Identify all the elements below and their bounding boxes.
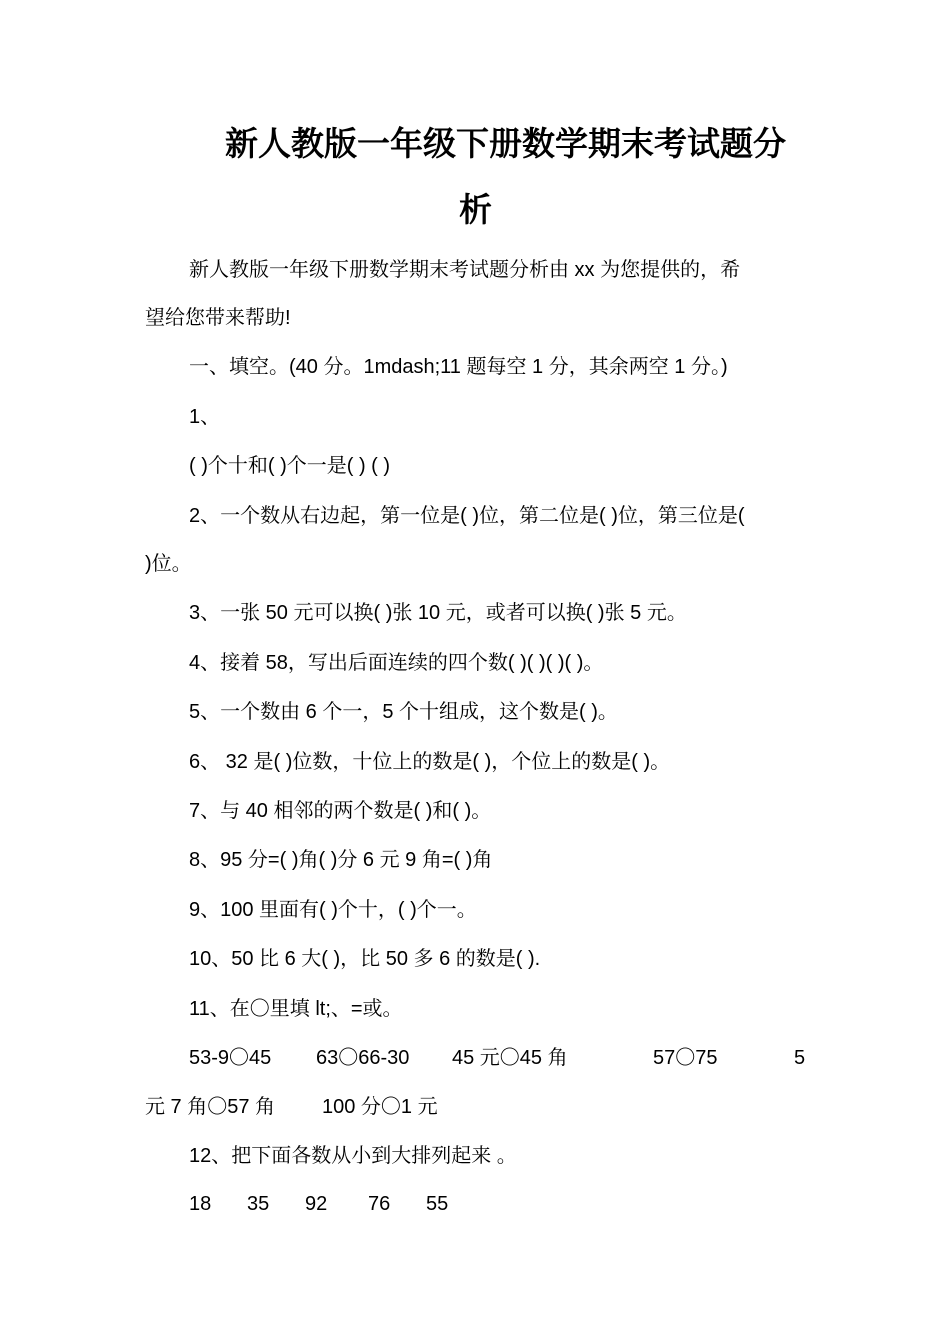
intro-paragraph-line2: 望给您带来帮助!: [145, 307, 291, 329]
document-title-line2: 析: [459, 190, 492, 229]
question-12: 12、把下面各数从小到大排列起来 。: [189, 1145, 517, 1167]
question-2-line1: 2、一个数从右边起，第一位是( )位，第二位是( )位，第三位是(: [189, 505, 745, 527]
question-7: 7、与 40 相邻的两个数是( )和( )。: [189, 800, 492, 822]
question-5: 5、一个数由 6 个一，5 个十组成，这个数是( )。: [189, 701, 618, 723]
section1-heading: 一、填空。(40 分。1mdash;11 题每空 1 分，其余两空 1 分。): [189, 356, 728, 378]
number-item: 18: [189, 1193, 212, 1215]
compare-item: 57〇75: [653, 1047, 718, 1069]
question-11: 11、在〇里填 lt;、=或。: [189, 998, 403, 1020]
question-2-line2: )位。: [145, 553, 192, 575]
question-4: 4、接着 58，写出后面连续的四个数( )( )( )( )。: [189, 652, 604, 674]
question-10: 10、50 比 6 大( )，比 50 多 6 的数是( ).: [189, 948, 541, 970]
question-8: 8、95 分=( )角( )分 6 元 9 角=( )角: [189, 849, 493, 871]
compare-item: 元 7 角〇57 角: [145, 1096, 276, 1118]
question-9: 9、100 里面有( )个十，( )个一。: [189, 899, 477, 921]
question-1-label: 1、: [189, 406, 221, 428]
question-12-numbers: [0, 1190, 950, 1218]
number-item: 55: [426, 1193, 449, 1215]
compare-item: 63〇66-30: [316, 1047, 410, 1069]
number-item: 35: [247, 1193, 270, 1215]
compare-item: 100 分〇1 元: [322, 1096, 438, 1118]
question-11-items-row1: [0, 1044, 950, 1072]
intro-paragraph-line1: 新人教版一年级下册数学期末考试题分析由 xx 为您提供的，希: [189, 259, 741, 281]
compare-item: 45 元〇45 角: [452, 1047, 568, 1069]
question-1-blanks: ( )个十和( )个一是( ) ( ): [189, 455, 391, 477]
number-item: 76: [368, 1193, 391, 1215]
question-11-items-row2: [0, 1093, 950, 1121]
compare-item: 53-9〇45: [189, 1047, 272, 1069]
compare-item: 5: [794, 1047, 806, 1069]
question-6: 6、 32 是( )位数，十位上的数是( )，个位上的数是( )。: [189, 751, 671, 773]
question-3: 3、一张 50 元可以换( )张 10 元，或者可以换( )张 5 元。: [189, 602, 687, 624]
document-title-line1: 新人教版一年级下册数学期末考试题分: [225, 124, 786, 163]
number-item: 92: [305, 1193, 328, 1215]
